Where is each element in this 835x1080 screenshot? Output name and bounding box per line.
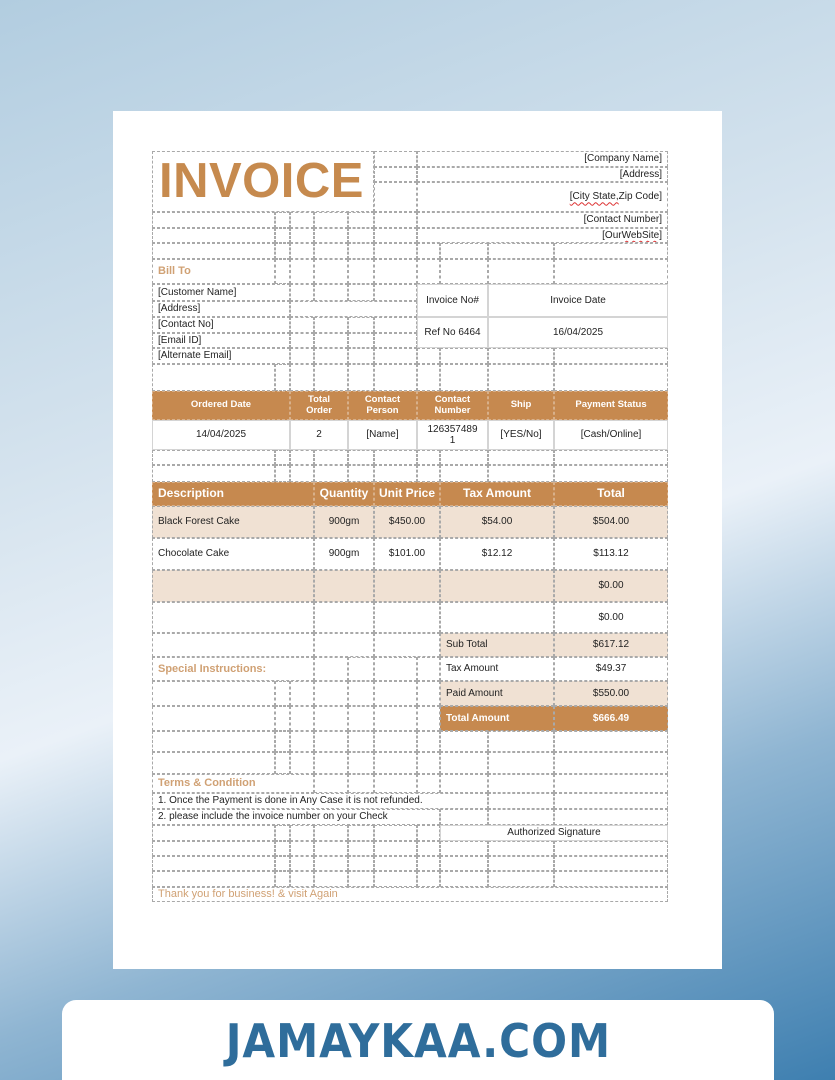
ordered-date[interactable]: 14/04/2025 xyxy=(152,420,290,450)
grid-cell xyxy=(152,212,275,228)
grid-cell xyxy=(314,333,348,348)
website-suffix: ] xyxy=(659,229,662,241)
grid-cell xyxy=(554,774,668,793)
grid-cell xyxy=(152,243,275,259)
subtotal-value: $617.12 xyxy=(554,633,668,657)
grid-cell xyxy=(374,731,417,752)
item-description[interactable]: Chocolate Cake xyxy=(152,538,314,570)
grid-cell xyxy=(314,259,348,284)
grid-cell xyxy=(348,706,374,731)
grid-cell xyxy=(348,348,374,364)
grid-cell xyxy=(417,731,440,752)
authorized-signature[interactable]: Authorized Signature xyxy=(440,825,668,841)
bill-to-label: Bill To xyxy=(152,259,275,284)
item-description[interactable] xyxy=(152,602,314,633)
grid-cell xyxy=(554,243,668,259)
grid-cell xyxy=(348,871,374,887)
grid-cell xyxy=(290,731,314,752)
grid-cell xyxy=(374,333,417,348)
grid-cell xyxy=(275,706,290,731)
grid-cell xyxy=(275,841,290,856)
grid-cell xyxy=(374,317,417,333)
grid-cell xyxy=(374,348,417,364)
grid-cell xyxy=(374,364,417,391)
grid-cell xyxy=(488,871,554,887)
grid-cell xyxy=(275,212,290,228)
grid-cell xyxy=(348,259,374,284)
grid-cell xyxy=(374,633,440,657)
item-unit-price[interactable] xyxy=(374,570,440,602)
company-website[interactable] xyxy=(417,228,668,243)
grid-cell xyxy=(275,259,290,284)
grid-cell xyxy=(290,752,314,774)
order-header-ship: Ship xyxy=(488,391,554,420)
grid-cell xyxy=(417,752,440,774)
grid-cell xyxy=(488,259,554,284)
grid-cell xyxy=(290,348,314,364)
grid-cell xyxy=(314,212,348,228)
grid-cell xyxy=(374,259,417,284)
total-amount-label: Total Amount xyxy=(440,706,554,731)
terms-item: 2. please include the invoice number on your Check xyxy=(152,809,440,825)
grid-cell xyxy=(290,825,314,841)
site-banner-text[interactable]: JAMAYKAA.COM xyxy=(225,1014,611,1068)
grid-cell xyxy=(440,841,488,856)
grid-cell xyxy=(440,465,488,482)
grid-cell xyxy=(554,809,668,825)
grid-cell xyxy=(290,706,314,731)
customer-alt-email[interactable]: [Alternate Email] xyxy=(152,348,290,364)
grid-cell xyxy=(417,681,440,706)
total-amount-value: $666.49 xyxy=(554,706,668,731)
site-banner xyxy=(62,1000,774,1080)
grid-cell xyxy=(348,681,374,706)
grid-cell xyxy=(275,364,290,391)
items-header-unit-price: Unit Price xyxy=(374,482,440,506)
invoice-title: INVOICE xyxy=(152,151,374,212)
website-word: WebSite xyxy=(621,229,660,241)
grid-cell xyxy=(290,856,314,871)
subtotal-label: Sub Total xyxy=(440,633,554,657)
item-description[interactable] xyxy=(152,570,314,602)
grid-cell xyxy=(348,752,374,774)
website-prefix: [Our xyxy=(602,229,622,241)
grid-cell xyxy=(314,450,348,465)
grid-cell xyxy=(374,752,417,774)
grid-cell xyxy=(554,465,668,482)
grid-cell xyxy=(314,243,348,259)
items-header-total: Total xyxy=(554,482,668,506)
grid-cell xyxy=(314,633,374,657)
item-tax[interactable]: $12.12 xyxy=(440,538,554,570)
grid-cell xyxy=(554,348,668,364)
item-description[interactable]: Black Forest Cake xyxy=(152,506,314,538)
grid-cell xyxy=(290,465,314,482)
contact-person[interactable]: [Name] xyxy=(348,420,417,450)
grid-cell xyxy=(152,228,275,243)
grid-cell xyxy=(348,841,374,856)
grid-cell xyxy=(152,364,275,391)
grid-cell xyxy=(488,450,554,465)
grid-cell xyxy=(314,841,348,856)
grid-cell xyxy=(440,243,488,259)
grid-cell xyxy=(348,856,374,871)
customer-name[interactable]: [Customer Name] xyxy=(152,284,290,301)
company-address[interactable]: [Address] xyxy=(417,167,668,182)
grid-cell xyxy=(417,825,440,841)
grid-cell xyxy=(314,706,348,731)
grid-cell xyxy=(374,228,417,243)
grid-cell xyxy=(488,774,554,793)
grid-cell xyxy=(417,465,440,482)
grid-cell xyxy=(275,856,290,871)
paid-amount-label: Paid Amount xyxy=(440,681,554,706)
invoice-number[interactable]: Ref No 6464 xyxy=(417,317,488,348)
grid-cell xyxy=(152,841,275,856)
grid-cell xyxy=(488,465,554,482)
grid-cell xyxy=(152,450,275,465)
grid-cell xyxy=(314,774,348,793)
grid-cell xyxy=(554,450,668,465)
grid-cell xyxy=(488,731,554,752)
grid-cell xyxy=(152,825,275,841)
grid-cell xyxy=(348,731,374,752)
grid-cell xyxy=(314,825,348,841)
city-state-text: [City State, xyxy=(569,191,619,203)
item-total[interactable]: $504.00 xyxy=(554,506,668,538)
grid-cell xyxy=(554,793,668,809)
grid-cell xyxy=(374,284,417,301)
grid-cell xyxy=(554,731,668,752)
grid-cell xyxy=(275,731,290,752)
item-tax[interactable]: $54.00 xyxy=(440,506,554,538)
grid-cell xyxy=(290,333,314,348)
grid-cell xyxy=(440,364,488,391)
grid-cell xyxy=(374,243,417,259)
grid-cell xyxy=(417,871,440,887)
grid-cell xyxy=(152,706,275,731)
grid-cell xyxy=(275,752,290,774)
grid-cell xyxy=(348,228,374,243)
grid-cell xyxy=(417,657,440,681)
item-quantity[interactable]: 900gm xyxy=(314,506,374,538)
item-unit-price[interactable] xyxy=(374,602,440,633)
grid-cell xyxy=(290,871,314,887)
grid-cell xyxy=(374,856,417,871)
grid-cell xyxy=(374,774,417,793)
grid-cell xyxy=(374,825,417,841)
grid-cell xyxy=(348,317,374,333)
special-instructions-label: Special Instructions: xyxy=(152,657,314,681)
grid-cell xyxy=(417,243,440,259)
grid-cell xyxy=(374,657,417,681)
grid-cell xyxy=(554,364,668,391)
item-tax[interactable] xyxy=(440,570,554,602)
grid-cell xyxy=(488,809,554,825)
grid-cell xyxy=(290,284,314,301)
grid-cell xyxy=(348,243,374,259)
grid-cell xyxy=(417,706,440,731)
grid-cell xyxy=(440,774,488,793)
order-header-payment-status: Payment Status xyxy=(554,391,668,420)
grid-cell xyxy=(374,681,417,706)
grid-cell xyxy=(290,243,314,259)
grid-cell xyxy=(348,465,374,482)
grid-cell xyxy=(314,681,348,706)
grid-cell xyxy=(314,657,348,681)
item-total[interactable]: $0.00 xyxy=(554,602,668,633)
order-header-contact-person: Contact Person xyxy=(348,391,417,420)
company-name[interactable]: [Company Name] xyxy=(417,151,668,167)
grid-cell xyxy=(440,348,488,364)
grid-cell xyxy=(290,681,314,706)
grid-cell xyxy=(348,825,374,841)
grid-cell xyxy=(554,856,668,871)
company-city-state-zip[interactable] xyxy=(417,182,668,212)
grid-cell xyxy=(554,259,668,284)
grid-cell xyxy=(440,450,488,465)
item-quantity[interactable] xyxy=(314,570,374,602)
grid-cell xyxy=(554,871,668,887)
grid-cell xyxy=(152,856,275,871)
invoice-date[interactable]: 16/04/2025 xyxy=(488,317,668,348)
items-header-quantity: Quantity xyxy=(314,482,374,506)
grid-cell xyxy=(314,856,348,871)
grid-cell xyxy=(554,752,668,774)
grid-cell xyxy=(152,633,314,657)
grid-cell xyxy=(348,774,374,793)
grid-cell xyxy=(290,317,314,333)
grid-cell xyxy=(374,841,417,856)
item-total[interactable]: $113.12 xyxy=(554,538,668,570)
grid-cell xyxy=(290,450,314,465)
grid-cell xyxy=(275,871,290,887)
grid-cell xyxy=(348,364,374,391)
grid-cell xyxy=(290,301,417,317)
ship-status[interactable]: [YES/No] xyxy=(488,420,554,450)
grid-cell xyxy=(374,151,417,167)
grid-cell xyxy=(374,465,417,482)
grid-cell xyxy=(488,752,554,774)
customer-address[interactable]: [Address] xyxy=(152,301,290,317)
grid-cell xyxy=(275,228,290,243)
grid-cell xyxy=(275,825,290,841)
grid-cell xyxy=(440,259,488,284)
items-header-description: Description xyxy=(152,482,314,506)
grid-cell xyxy=(348,333,374,348)
grid-cell xyxy=(488,348,554,364)
paid-amount-value: $550.00 xyxy=(554,681,668,706)
terms-label: Terms & Condition xyxy=(152,774,314,793)
grid-cell xyxy=(290,364,314,391)
grid-cell xyxy=(275,243,290,259)
grid-cell xyxy=(290,212,314,228)
item-unit-price[interactable]: $101.00 xyxy=(374,538,440,570)
terms-item: 1. Once the Payment is done in Any Case it is not refunded. xyxy=(152,793,488,809)
grid-cell xyxy=(374,706,417,731)
grid-cell xyxy=(275,465,290,482)
item-total[interactable]: $0.00 xyxy=(554,570,668,602)
grid-cell xyxy=(417,364,440,391)
invoice-no-label: Invoice No# xyxy=(417,284,488,317)
grid-cell xyxy=(314,871,348,887)
grid-cell xyxy=(314,228,348,243)
grid-cell xyxy=(314,364,348,391)
grid-cell xyxy=(152,871,275,887)
grid-cell xyxy=(348,657,374,681)
grid-cell xyxy=(290,228,314,243)
special-instructions-field[interactable] xyxy=(152,681,275,706)
grid-cell xyxy=(290,841,314,856)
grid-cell xyxy=(348,284,374,301)
grid-cell xyxy=(554,841,668,856)
grid-cell xyxy=(417,348,440,364)
customer-contact[interactable]: [Contact No] xyxy=(152,317,290,333)
grid-cell xyxy=(290,259,314,284)
grid-cell xyxy=(314,348,348,364)
order-header-contact-number: Contact Number xyxy=(417,391,488,420)
grid-cell xyxy=(374,212,417,228)
payment-status[interactable]: [Cash/Online] xyxy=(554,420,668,450)
grid-cell xyxy=(348,212,374,228)
item-quantity[interactable]: 900gm xyxy=(314,538,374,570)
tax-amount-value: $49.37 xyxy=(554,657,668,681)
grid-cell xyxy=(488,841,554,856)
grid-cell xyxy=(488,856,554,871)
grid-cell xyxy=(440,752,488,774)
item-quantity[interactable] xyxy=(314,602,374,633)
tax-amount-label: Tax Amount xyxy=(440,657,554,681)
grid-cell xyxy=(488,793,554,809)
grid-cell xyxy=(152,731,275,752)
grid-cell xyxy=(440,856,488,871)
grid-cell xyxy=(314,284,348,301)
grid-cell xyxy=(314,465,348,482)
grid-cell xyxy=(152,752,275,774)
contact-number[interactable]: 1263574891 xyxy=(417,420,488,450)
grid-cell xyxy=(152,465,275,482)
total-order[interactable]: 2 xyxy=(290,420,348,450)
grid-cell xyxy=(417,856,440,871)
grid-cell xyxy=(440,731,488,752)
item-unit-price[interactable]: $450.00 xyxy=(374,506,440,538)
grid-cell xyxy=(488,243,554,259)
grid-cell xyxy=(417,774,440,793)
grid-cell xyxy=(374,871,417,887)
grid-cell xyxy=(374,450,417,465)
grid-cell xyxy=(314,752,348,774)
grid-cell xyxy=(488,364,554,391)
grid-cell xyxy=(314,731,348,752)
items-header-tax-amount: Tax Amount xyxy=(440,482,554,506)
customer-email[interactable]: [Email ID] xyxy=(152,333,290,348)
grid-cell xyxy=(417,450,440,465)
grid-cell xyxy=(374,167,417,182)
item-tax[interactable] xyxy=(440,602,554,633)
grid-cell xyxy=(417,259,440,284)
footer-thanks: Thank you for business! & visit Again xyxy=(152,887,668,902)
grid-cell xyxy=(374,182,417,212)
grid-cell xyxy=(348,450,374,465)
order-header-total-order: Total Order xyxy=(290,391,348,420)
grid-cell xyxy=(275,681,290,706)
grid-cell xyxy=(314,317,348,333)
grid-cell xyxy=(275,450,290,465)
grid-cell xyxy=(417,841,440,856)
invoice-date-label: Invoice Date xyxy=(488,284,668,317)
order-header-ordered-date: Ordered Date xyxy=(152,391,290,420)
zip-text: Zip Code] xyxy=(618,191,662,203)
grid-cell xyxy=(440,871,488,887)
grid-cell xyxy=(440,809,488,825)
company-contact[interactable]: [Contact Number] xyxy=(417,212,668,228)
